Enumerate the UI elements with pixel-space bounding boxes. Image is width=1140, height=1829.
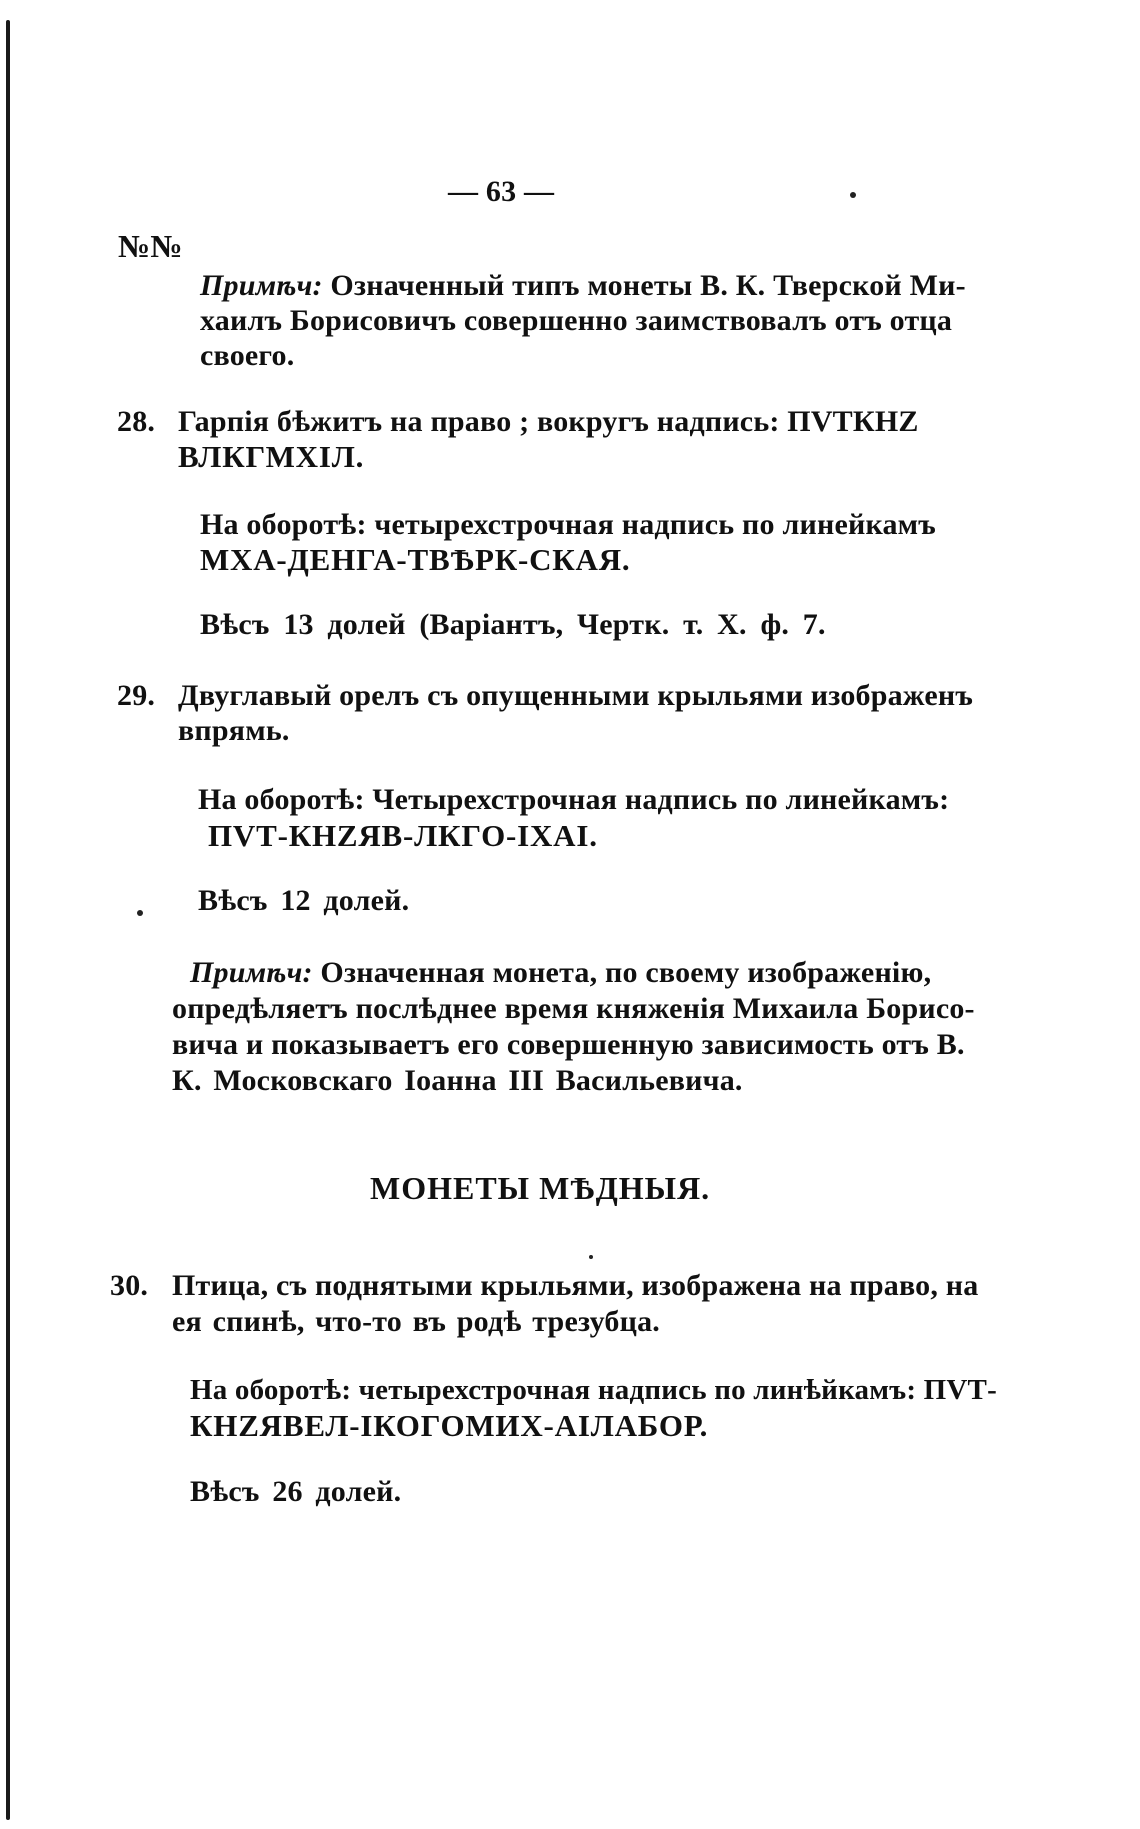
speck <box>589 1255 593 1259</box>
entry29-weight: Вѣсъ 12 долей. <box>198 884 410 917</box>
note2-line2: опредѣляетъ послѣднее время княженія Михаила Борисо- <box>172 992 975 1025</box>
entry29-line2: впрямь. <box>178 714 290 747</box>
page-edge-shadow <box>6 20 10 1820</box>
column-mark: №№ <box>118 228 183 264</box>
note1-line1 <box>200 268 966 304</box>
note2-line1 <box>190 955 932 991</box>
note1-line3: своего. <box>200 339 295 372</box>
note1-line2: хаилъ Борисовичъ совершенно заимствовалъ отъ отца <box>200 304 953 337</box>
note-label: Примѣч: <box>200 269 323 302</box>
note2-line1-text: Означенная монета, по своему изображенію, <box>320 956 932 989</box>
entry29-line1: Двуглавый орелъ съ опущенными крыльями изображенъ <box>178 679 974 712</box>
entry30-reverse1: На оборотѣ: четырехстрочная надпись по линѣйкамъ: ПVТ- <box>190 1374 997 1406</box>
entry29-reverse2: ПVТ-КНZЯВ-ЛКГО-ІХАІ. <box>208 818 598 853</box>
entry30-line2: ея спинѣ, что-то въ родѣ трезубца. <box>172 1305 660 1338</box>
speck <box>137 910 143 916</box>
entry28-weight: Вѣсъ 13 долей (Варіантъ, Чертк. т. Х. ф. 7. <box>200 608 826 641</box>
entry30-reverse2: КНZЯВЕЛ-ІКОГОМИХ-АІЛАБОР. <box>190 1408 709 1443</box>
entry28-number: 28. <box>117 405 156 438</box>
entry29-reverse1: На оборотѣ: Четырехстрочная надпись по линейкамъ: <box>198 783 950 816</box>
section-heading: МОНЕТЫ МѢДНЫЯ. <box>370 1170 711 1206</box>
note1-line1-text: Означенный типъ монеты В. К. Тверской Ми- <box>330 269 966 302</box>
note-label: Примѣч: <box>190 956 313 989</box>
entry29-number: 29. <box>117 679 156 712</box>
entry30-weight: Вѣсъ 26 долей. <box>190 1475 402 1508</box>
entry30-number: 30. <box>110 1269 149 1302</box>
entry28-reverse2: МХА-ДЕНГА-ТВѢРК-СКАЯ. <box>200 542 631 577</box>
speck <box>850 192 856 198</box>
entry28-line2: ВЛКГМХІЛ. <box>178 439 365 474</box>
page-number: — 63 — <box>448 175 555 208</box>
entry28-reverse1: На оборотѣ: четырехстрочная надпись по линейкамъ <box>200 508 937 541</box>
note2-line3: вича и показываетъ его совершенную зависимость отъ В. <box>172 1028 965 1061</box>
entry30-line1: Птица, съ поднятыми крыльями, изображена на право, на <box>172 1269 979 1302</box>
note2-line4: К. Московскаго Іоанна III Васильевича. <box>172 1064 743 1097</box>
entry28-line1: Гарпія бѣжитъ на право ; вокругъ надпись: ПVТКНZ <box>178 405 919 438</box>
